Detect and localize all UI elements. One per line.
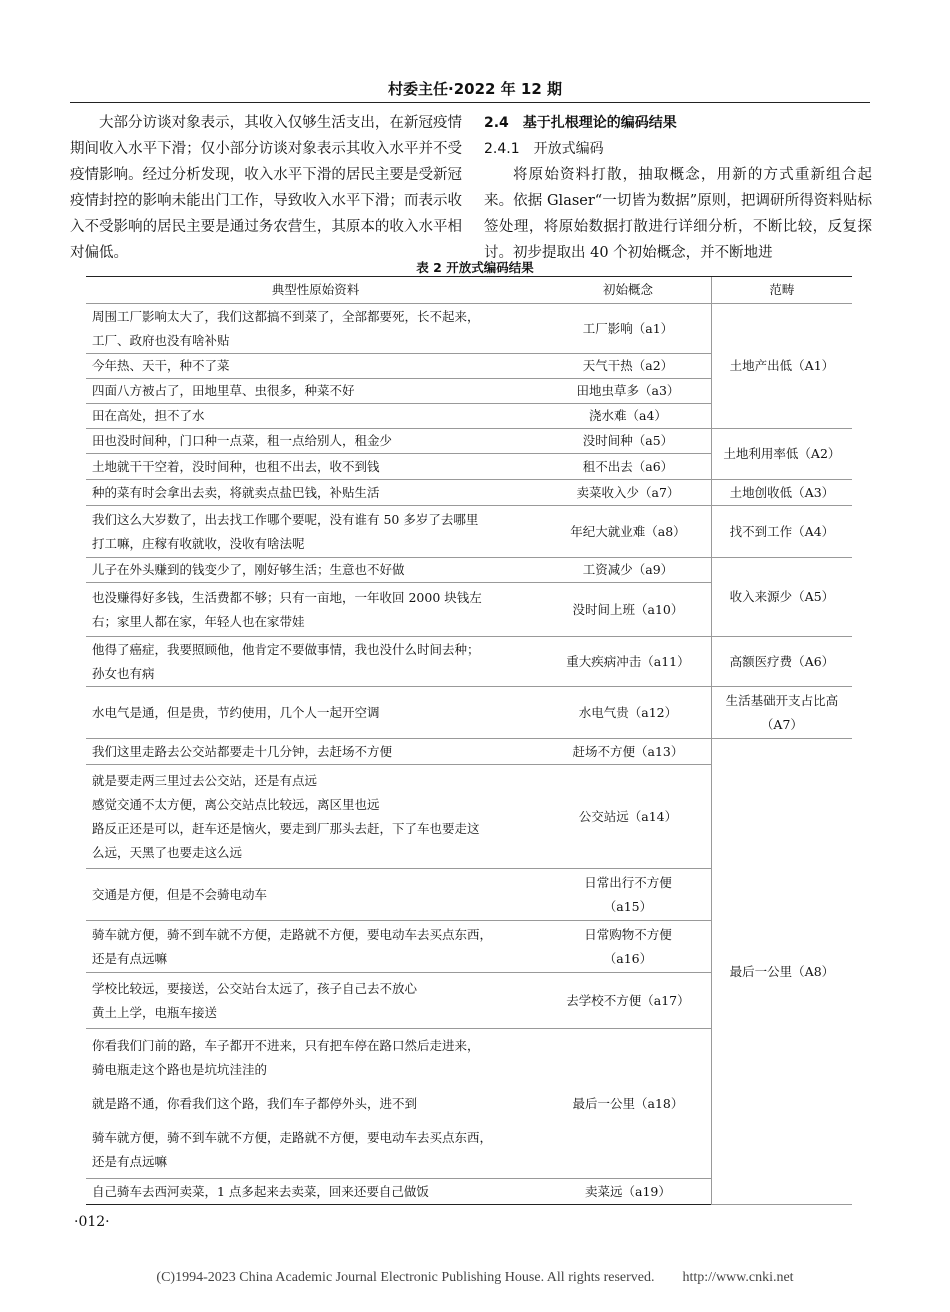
text-line: 孙女也有病: [92, 665, 155, 681]
text-line: 路反正还是可以，赶车还是恼火，要走到厂那头去赶，下了车也要走这: [92, 820, 480, 836]
text-line: 生活基础开支占比高: [725, 692, 839, 708]
source-cell: [86, 583, 545, 637]
category-cell: [711, 558, 852, 637]
coding-table: [86, 276, 852, 1205]
text-line: 自己骑车去西河卖菜，1 点多起来去卖菜，回来还要自己做饭: [92, 1183, 429, 1199]
copyright-notice: (C)1994-2023 China Academic Journal Electronic Publishing House. All rights reserved. http://www.cnki.net: [156, 1270, 794, 1285]
text-line: 高额医疗费（A6）: [729, 653, 835, 669]
text-line: 我们这么大岁数了，出去找工作哪个要呢，没有谁有 50 多岁了去哪里: [92, 511, 479, 527]
category-cell: [711, 637, 852, 687]
concept-cell: [545, 739, 711, 765]
category-cell: [711, 687, 852, 739]
line-gap: [92, 1116, 539, 1126]
concept-cell: [545, 921, 711, 973]
concept-cell: [545, 637, 711, 687]
text-line: 我们这里走路去公交站都要走十几分钟，去赶场不方便: [92, 743, 393, 759]
text-line: 租不出去（a6）: [582, 458, 674, 474]
text-line: 打工嘛，庄稼有收就收，没收有啥法呢: [92, 535, 305, 551]
text-line: 种的菜有时会拿出去卖，将就卖点盐巴钱，补贴生活: [92, 484, 380, 500]
concept-cell: [545, 304, 711, 354]
text-line: 四面八方被占了，田地里草、虫很多，种菜不好: [92, 383, 355, 398]
source-cell: [86, 480, 545, 506]
text-line: 学校比较远，要接送，公交站台太远了，孩子自己去不放心: [92, 980, 418, 996]
concept-cell: [545, 354, 711, 379]
category-cell: [711, 429, 852, 480]
source-cell: [86, 429, 545, 454]
source-cell: [86, 558, 545, 583]
text-line: 水电气是通，但是贵，节约使用，几个人一起开空调: [92, 704, 380, 720]
running-header: 村委主任·2022 年 12 期: [388, 80, 562, 98]
text-line: 卖菜远（a19）: [585, 1183, 671, 1199]
concept-cell: [545, 558, 711, 583]
concept-cell: [545, 973, 711, 1029]
table-header-row: [86, 277, 852, 304]
concept-cell: [545, 454, 711, 480]
source-cell: [86, 304, 545, 354]
text-line: 卖菜收入少（a7）: [576, 484, 680, 500]
text-line: （A7）: [760, 716, 803, 732]
text-line: 浇水难（a4）: [589, 408, 667, 423]
text-line: 田地虫草多（a3）: [576, 383, 680, 398]
text-line: 水电气贵（a12）: [578, 704, 678, 720]
source-cell: [86, 687, 545, 739]
right-paragraph: 将原始资料打散，抽取概念，用新的方式重新组合起来。依据 Glaser“一切皆为数据”原则，把调研所得资料贴标签处理，将原始数据打散进行详细分析，不断比较，反复探讨。初步提取出 40 个初始概念，并不断地进: [484, 167, 872, 261]
text-line: 没时间种（a5）: [582, 433, 674, 448]
concept-cell: [545, 869, 711, 921]
text-line: 还是有点远嘛: [92, 950, 168, 966]
source-cell: [86, 921, 545, 973]
text-line: 还是有点远嘛: [92, 1153, 168, 1169]
text-line: 公交站远（a14）: [578, 808, 678, 824]
source-cell: [86, 379, 545, 404]
text-line: 土地就干干空着，没时间种，也租不出去，收不到钱: [92, 458, 380, 474]
header-category: 范畴: [711, 277, 852, 304]
text-line: 工厂、政府也没有啥补贴: [92, 332, 230, 348]
text-line: 么远，天黑了也要走这么远: [92, 844, 243, 860]
category-cell: [711, 739, 852, 1205]
text-line: 土地利用率低（A2）: [723, 446, 841, 461]
source-cell: [86, 1029, 545, 1179]
text-line: 周围工厂影响太大了，我们这都搞不到菜了，全部都要死，长不起来，: [92, 308, 480, 324]
concept-cell: [545, 583, 711, 637]
category-cell: [711, 304, 852, 429]
left-paragraph: 大部分访谈对象表示，其收入仅够生活支出，在新冠疫情期间收入水平下滑；仅小部分访谈对象表示其收入水平并不受疫情影响。经过分析发现，收入水平下滑的居民主要是受新冠疫情封控的影响未能出门工作，导致收入水平下滑；而表示收入不受影响的居民主要是通过务农营生，其原本的收入水平相对偏低。: [70, 115, 462, 261]
text-line: 右；家里人都在家，年轻人也在家带娃: [92, 613, 305, 629]
table-row: [86, 739, 852, 765]
source-cell: [86, 739, 545, 765]
text-line: 最后一公里（a18）: [572, 1095, 684, 1111]
concept-cell: [545, 1179, 711, 1205]
source-cell: [86, 506, 545, 558]
table-title: 表 2 开放式编码结果: [416, 260, 534, 275]
text-line: 没时间上班（a10）: [572, 601, 684, 617]
text-line: 天气干热（a2）: [582, 358, 674, 373]
text-line: 就是路不通，你看我们这个路，我们车子都停外头，进不到: [92, 1095, 418, 1111]
text-line: 也没赚得好多钱，生活费都不够；只有一亩地，一年收回 2000 块钱左: [92, 589, 482, 605]
concept-cell: [545, 687, 711, 739]
text-line: 重大疾病冲击（a11）: [566, 653, 690, 669]
concept-cell: [545, 506, 711, 558]
category-cell: [711, 480, 852, 506]
concept-cell: [545, 429, 711, 454]
section-heading: 2.4 基于扎根理论的编码结果: [484, 115, 677, 131]
source-cell: [86, 869, 545, 921]
text-line: 骑电瓶走这个路也是坑坑洼洼的: [92, 1061, 268, 1077]
table-row: [86, 480, 852, 506]
text-line: 日常出行不方便: [584, 874, 672, 890]
text-line: 最后一公里（A8）: [729, 963, 835, 979]
concept-cell: [545, 1029, 711, 1179]
source-cell: [86, 454, 545, 480]
category-cell: [711, 506, 852, 558]
concept-cell: [545, 480, 711, 506]
text-line: 去学校不方便（a17）: [566, 992, 690, 1008]
text-line: 土地产出低（A1）: [729, 358, 835, 373]
page-number: ·012·: [74, 1214, 110, 1230]
table-row: [86, 637, 852, 687]
text-line: 黄土上学，电瓶车接送: [92, 1004, 218, 1020]
text-line: 田在高处，担不了水: [92, 408, 205, 423]
concept-cell: [545, 404, 711, 429]
text-line: 工厂影响（a1）: [582, 320, 674, 336]
text-line: （a15）: [603, 898, 653, 914]
concept-cell: [545, 765, 711, 869]
table-row: [86, 506, 852, 558]
header-concept: 初始概念: [545, 277, 711, 304]
source-cell: [86, 765, 545, 869]
text-line: 你看我们门前的路，车子都开不进来，只有把车停在路口然后走进来，: [92, 1037, 480, 1053]
header-source: 典型性原始资料: [86, 277, 545, 304]
text-line: 田也没时间种，门口种一点菜，租一点给别人，租金少: [92, 433, 393, 448]
text-line: 他得了癌症，我要照顾他，他肯定不要做事情，我也没什么时间去种；: [92, 641, 480, 657]
source-cell: [86, 973, 545, 1029]
text-line: （a16）: [603, 950, 653, 966]
text-line: 年纪大就业难（a8）: [570, 523, 686, 539]
text-line: 就是要走两三里过去公交站，还是有点远: [92, 772, 318, 788]
source-cell: [86, 637, 545, 687]
text-line: 感觉交通不太方便，离公交站点比较远，离区里也远: [92, 796, 380, 812]
line-gap: [92, 1082, 539, 1092]
source-cell: [86, 404, 545, 429]
text-line: 收入来源少（A5）: [729, 589, 835, 604]
table-body: [86, 304, 852, 1205]
header-rule: [70, 102, 870, 103]
left-column: [70, 110, 462, 266]
table-row: [86, 304, 852, 354]
text-line: 找不到工作（A4）: [729, 523, 835, 539]
text-line: 骑车就方便，骑不到车就不方便，走路就不方便，要电动车去买点东西，: [92, 926, 493, 942]
text-line: 骑车就方便，骑不到车就不方便，走路就不方便，要电动车去买点东西，: [92, 1129, 493, 1145]
text-line: 儿子在外头赚到的钱变少了，刚好够生活；生意也不好做: [92, 562, 405, 577]
text-line: 日常购物不方便: [584, 926, 672, 942]
text-line: 工资减少（a9）: [582, 562, 674, 577]
text-line: 赶场不方便（a13）: [572, 743, 684, 759]
right-column: [484, 110, 872, 266]
text-line: 今年热、天干，种不了菜: [92, 358, 230, 373]
concept-cell: [545, 379, 711, 404]
source-cell: [86, 354, 545, 379]
source-cell: [86, 1179, 545, 1205]
subsection-heading: 2.4.1 开放式编码: [484, 141, 604, 157]
table-row: [86, 558, 852, 583]
table-row: [86, 429, 852, 454]
table-row: [86, 687, 852, 739]
text-line: 交通是方便，但是不会骑电动车: [92, 886, 268, 902]
text-line: 土地创收低（A3）: [729, 484, 835, 500]
